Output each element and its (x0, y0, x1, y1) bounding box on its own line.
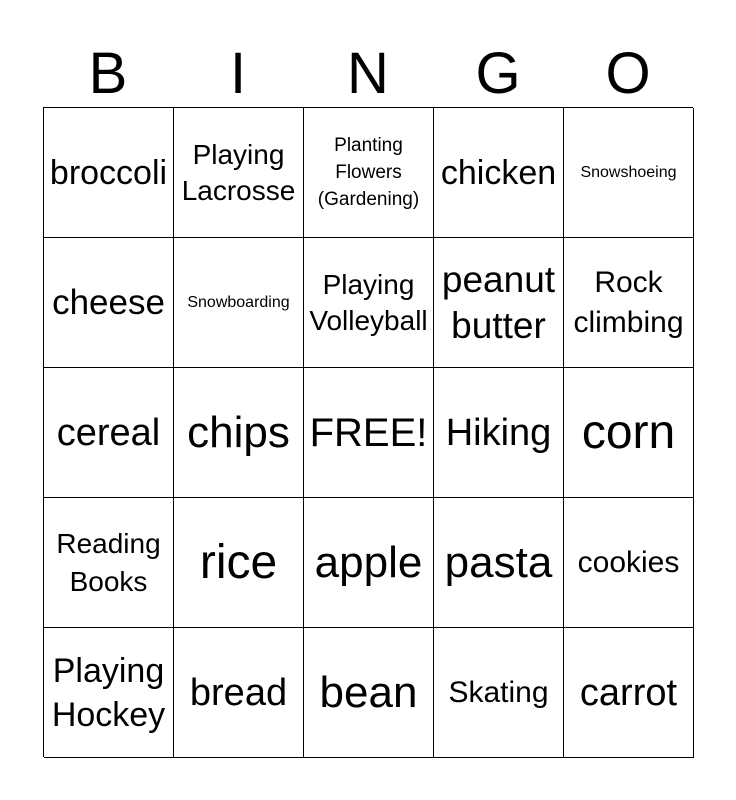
bingo-cell (434, 238, 564, 368)
bingo-cell (564, 238, 694, 368)
bingo-cell (564, 108, 694, 238)
cell-text: cereal (56, 411, 161, 454)
cell-text: Playing Hockey (51, 651, 166, 734)
bingo-cell (434, 498, 564, 628)
cell-text: Hiking (445, 411, 552, 454)
cell-text: bread (189, 671, 288, 714)
cell-text: cookies (577, 545, 680, 579)
header-letter-n: N (347, 41, 389, 106)
bingo-cell (564, 368, 694, 498)
header-letter-g: G (475, 41, 521, 106)
bingo-cell (564, 498, 694, 628)
bingo-cell (434, 628, 564, 758)
cell-text: Rock climbing (573, 265, 684, 339)
cell-text: carrot (579, 671, 678, 714)
cell-text: Planting Flowers (Gardening) (317, 135, 420, 210)
cell-text: Reading Books (56, 527, 161, 597)
bingo-cell (304, 238, 434, 368)
bingo-cell (304, 628, 434, 758)
bingo-cell (44, 498, 174, 628)
bingo-cell (44, 238, 174, 368)
header-letter-b: B (88, 41, 128, 106)
cell-text: chicken (440, 153, 557, 192)
header-letter-o: O (605, 41, 651, 106)
cell-text: Snowboarding (187, 293, 290, 311)
bingo-card-grid (43, 107, 693, 757)
cell-text: Skating (448, 675, 549, 709)
bingo-cell (304, 498, 434, 628)
cell-text: bean (319, 667, 418, 717)
cell-text: Playing Volleyball (309, 268, 428, 336)
bingo-cell (564, 628, 694, 758)
bingo-cell (174, 238, 304, 368)
cell-text: apple (314, 537, 423, 587)
cell-text: corn (581, 405, 676, 459)
header-letter-i: I (229, 41, 247, 106)
bingo-cell (44, 628, 174, 758)
cell-text: cheese (52, 282, 165, 322)
bingo-cell (434, 368, 564, 498)
bingo-cell (44, 368, 174, 498)
cell-text: rice (199, 535, 278, 589)
bingo-cell (174, 108, 304, 238)
free-space-text: FREE! (309, 410, 428, 455)
bingo-cell (304, 108, 434, 238)
cell-text: Playing Lacrosse (181, 138, 296, 206)
bingo-cell (434, 108, 564, 238)
bingo-header (43, 40, 693, 108)
cell-text: Snowshoeing (580, 163, 677, 181)
free-space-cell (304, 368, 434, 498)
bingo-cell (174, 368, 304, 498)
bingo-cell (174, 628, 304, 758)
cell-text: pasta (444, 537, 553, 587)
cell-text: broccoli (49, 153, 168, 192)
bingo-cell (174, 498, 304, 628)
cell-text: chips (187, 407, 290, 457)
bingo-cell (44, 108, 174, 238)
cell-text: peanut butter (441, 258, 556, 346)
